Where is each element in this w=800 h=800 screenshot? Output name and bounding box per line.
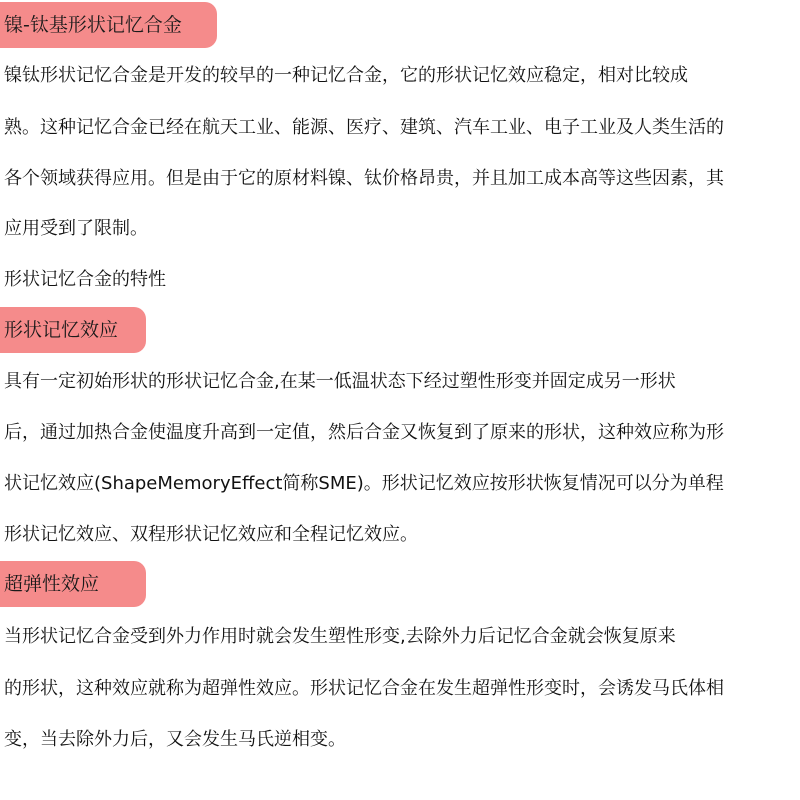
- paragraph-line: 当形状记忆合金受到外力作用时就会发生塑性形变,去除外力后记忆合金就会恢复原来: [4, 626, 676, 647]
- section-heading-niti: 镍-钛基形状记忆合金: [0, 2, 217, 48]
- paragraph-line: 熟。这种记忆合金已经在航天工业、能源、医疗、建筑、汽车工业、电子工业及人类生活的: [4, 117, 724, 138]
- paragraph-line: 各个领域获得应用。但是由于它的原材料镍、钛价格昂贵，并且加工成本高等这些因素，其: [4, 168, 724, 189]
- paragraph-line: 镍钛形状记忆合金是开发的较早的一种记忆合金，它的形状记忆效应稳定，相对比较成: [4, 65, 688, 86]
- paragraph-line: 状记忆效应(ShapeMemoryEffect简称SME)。形状记忆效应按形状恢复情况可以分为单程: [4, 473, 724, 494]
- subtitle-properties: 形状记忆合金的特性: [4, 269, 166, 290]
- paragraph-line: 变，当去除外力后，又会发生马氏逆相变。: [4, 729, 346, 750]
- paragraph-line: 应用受到了限制。: [4, 218, 148, 239]
- paragraph-line: 具有一定初始形状的形状记忆合金,在某一低温状态下经过塑性形变并固定成另一形状: [4, 371, 676, 392]
- paragraph-line: 后，通过加热合金使温度升高到一定值，然后合金又恢复到了原来的形状，这种效应称为形: [4, 422, 724, 443]
- paragraph-line: 形状记忆效应、双程形状记忆效应和全程记忆效应。: [4, 524, 418, 545]
- paragraph-line: 的形状，这种效应就称为超弹性效应。形状记忆合金在发生超弹性形变时，会诱发马氏体相: [4, 678, 724, 699]
- section-heading-superelastic: 超弹性效应: [0, 561, 146, 607]
- section-heading-shape-memory: 形状记忆效应: [0, 307, 146, 353]
